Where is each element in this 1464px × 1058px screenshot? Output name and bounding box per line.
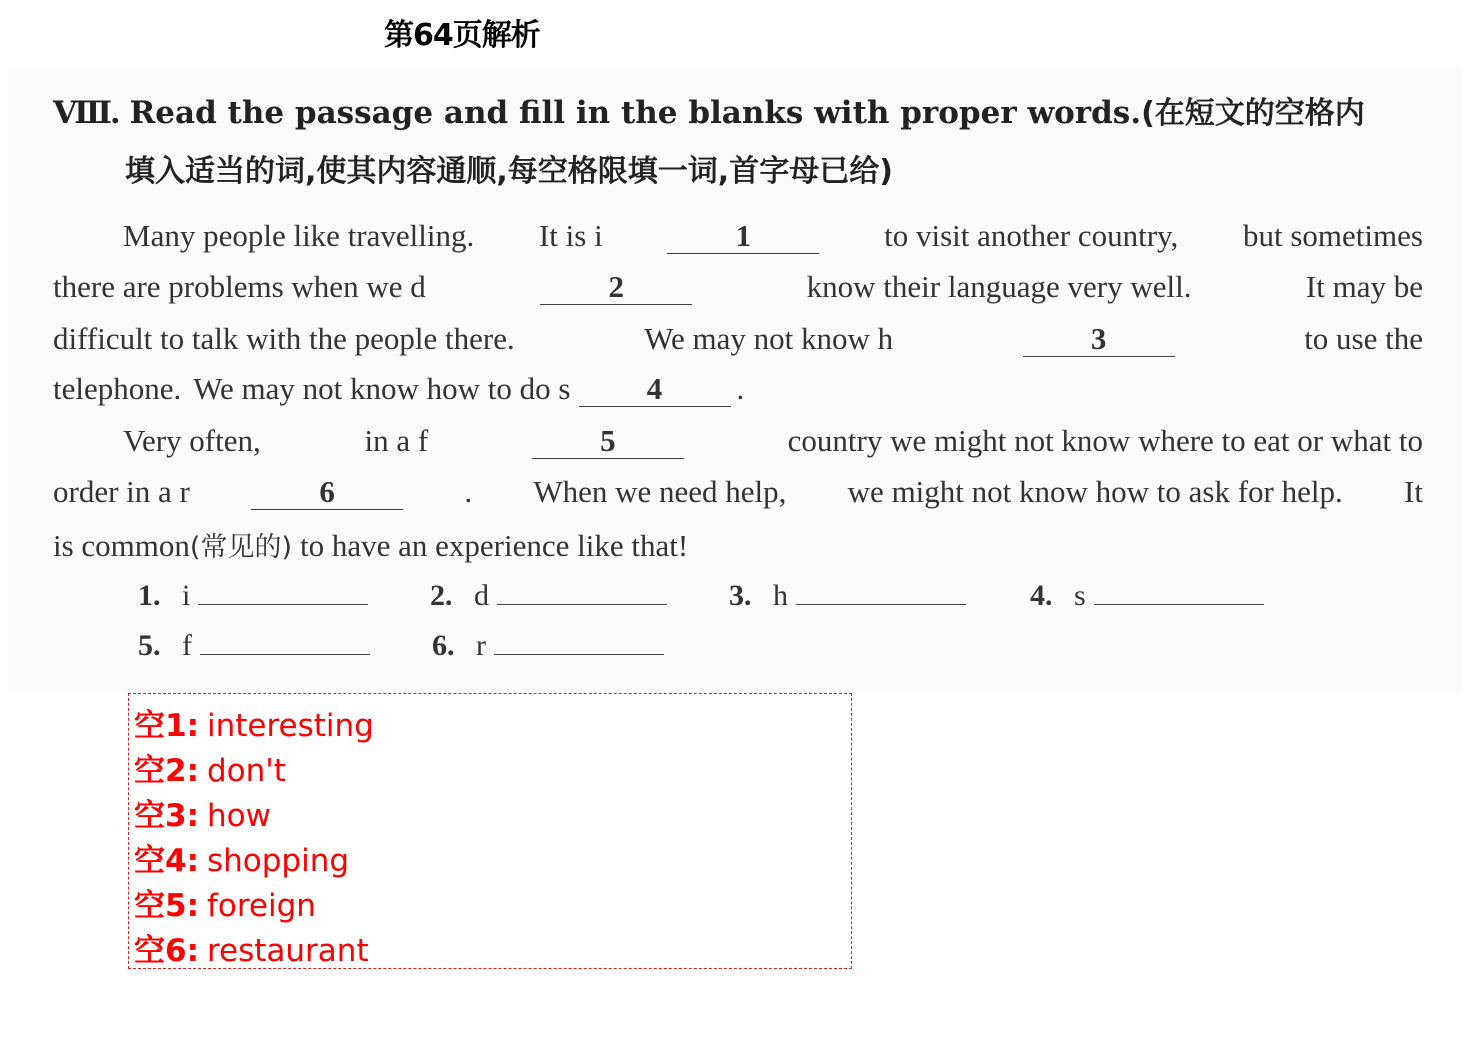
blank-3: 3 — [1023, 322, 1175, 357]
passage-line-7 — [53, 525, 1423, 564]
option-3 — [729, 579, 966, 613]
answer-value: how — [206, 798, 271, 834]
answer-line — [198, 580, 368, 605]
option-6 — [432, 629, 664, 663]
answer-label: 空4: — [134, 843, 199, 879]
answer-line — [1094, 580, 1264, 605]
passage-text: It may be — [1305, 269, 1423, 304]
option-letter: i — [182, 579, 191, 612]
passage-text: telephone. — [53, 371, 182, 406]
instruction-english: Read the passage and fill in the blanks with proper words. — [129, 95, 1142, 131]
answer-value: shopping — [206, 843, 350, 879]
answer-6 — [134, 925, 369, 970]
passage-text: to use the — [1304, 321, 1423, 356]
passage-text: Many people like travelling. — [123, 218, 475, 253]
blank-6: 6 — [251, 475, 403, 510]
option-2 — [430, 579, 667, 613]
option-letter: d — [474, 579, 489, 612]
blank-2: 2 — [540, 270, 692, 305]
option-number: 2. — [430, 579, 453, 612]
instruction-chinese-part1: (在短文的空格内 — [1141, 96, 1365, 131]
passage-gloss: (常见的) — [189, 532, 292, 563]
answer-key-box — [128, 693, 852, 969]
passage-text: difficult to talk with the people there. — [53, 321, 515, 356]
passage-text: to have an experience like that! — [300, 528, 689, 563]
option-number: 1. — [138, 579, 161, 612]
answer-2 — [134, 745, 286, 790]
answer-3 — [134, 790, 271, 835]
passage-text: but sometimes — [1243, 218, 1423, 253]
option-number: 5. — [138, 629, 161, 662]
passage-text: we might not know how to ask for help. — [847, 474, 1343, 509]
passage-text: country we might not know where to eat or what to — [787, 423, 1423, 458]
passage-text: is common — [53, 528, 190, 563]
answer-line — [494, 630, 664, 655]
passage-text: know their language very well. — [806, 269, 1192, 304]
option-letter: f — [182, 629, 192, 662]
answer-line — [796, 580, 966, 605]
answer-line — [497, 580, 667, 605]
answer-label: 空5: — [134, 888, 199, 924]
passage-text: We may not know h — [644, 321, 894, 356]
answer-value: foreign — [206, 888, 316, 924]
section-number: Ⅷ. — [53, 95, 119, 131]
passage-text: . — [736, 371, 745, 406]
answer-value: interesting — [206, 708, 374, 744]
option-1 — [138, 579, 368, 613]
passage-line-6 — [53, 474, 1423, 510]
answer-label: 空6: — [134, 933, 199, 969]
passage-line-2 — [53, 269, 1423, 305]
answer-label: 空3: — [134, 798, 199, 834]
option-letter: r — [476, 629, 486, 662]
blank-5: 5 — [532, 424, 684, 459]
passage-line-3 — [53, 321, 1423, 357]
option-number: 4. — [1030, 579, 1053, 612]
option-5 — [138, 629, 370, 663]
answer-label: 空2: — [134, 753, 199, 789]
answer-5 — [134, 880, 316, 925]
option-number: 3. — [729, 579, 752, 612]
passage-text: . — [464, 474, 473, 509]
passage-line-5 — [123, 423, 1423, 459]
passage-text: Very often, — [123, 423, 261, 458]
passage-text: there are problems when we d — [53, 269, 426, 304]
option-letter: s — [1074, 579, 1086, 612]
option-number: 6. — [432, 629, 455, 662]
passage-line-4 — [53, 371, 1423, 407]
answer-line — [200, 630, 370, 655]
passage-line-1 — [123, 218, 1423, 254]
instruction-chinese-part2: 填入适当的词,使其内容通顺,每空格限填一词,首字母已给) — [125, 154, 893, 189]
passage-text: It is i — [538, 218, 603, 253]
answer-value: restaurant — [206, 933, 369, 969]
answer-label: 空1: — [134, 708, 199, 744]
passage-text: It — [1404, 474, 1423, 509]
passage-text: in a f — [364, 423, 429, 458]
passage-text: order in a r — [53, 474, 190, 509]
exercise-heading — [53, 84, 1433, 201]
option-4 — [1030, 579, 1264, 613]
answer-4 — [134, 835, 349, 880]
answer-value: don't — [206, 753, 286, 789]
passage-text: We may not know how to do s — [193, 371, 571, 406]
passage-text: When we need help, — [533, 474, 787, 509]
blank-4: 4 — [579, 372, 731, 407]
passage-text: to visit another country, — [884, 218, 1179, 253]
page-title: 第64页解析 — [384, 18, 540, 53]
option-letter: h — [773, 579, 788, 612]
answer-1 — [134, 700, 374, 745]
blank-1: 1 — [667, 219, 819, 254]
